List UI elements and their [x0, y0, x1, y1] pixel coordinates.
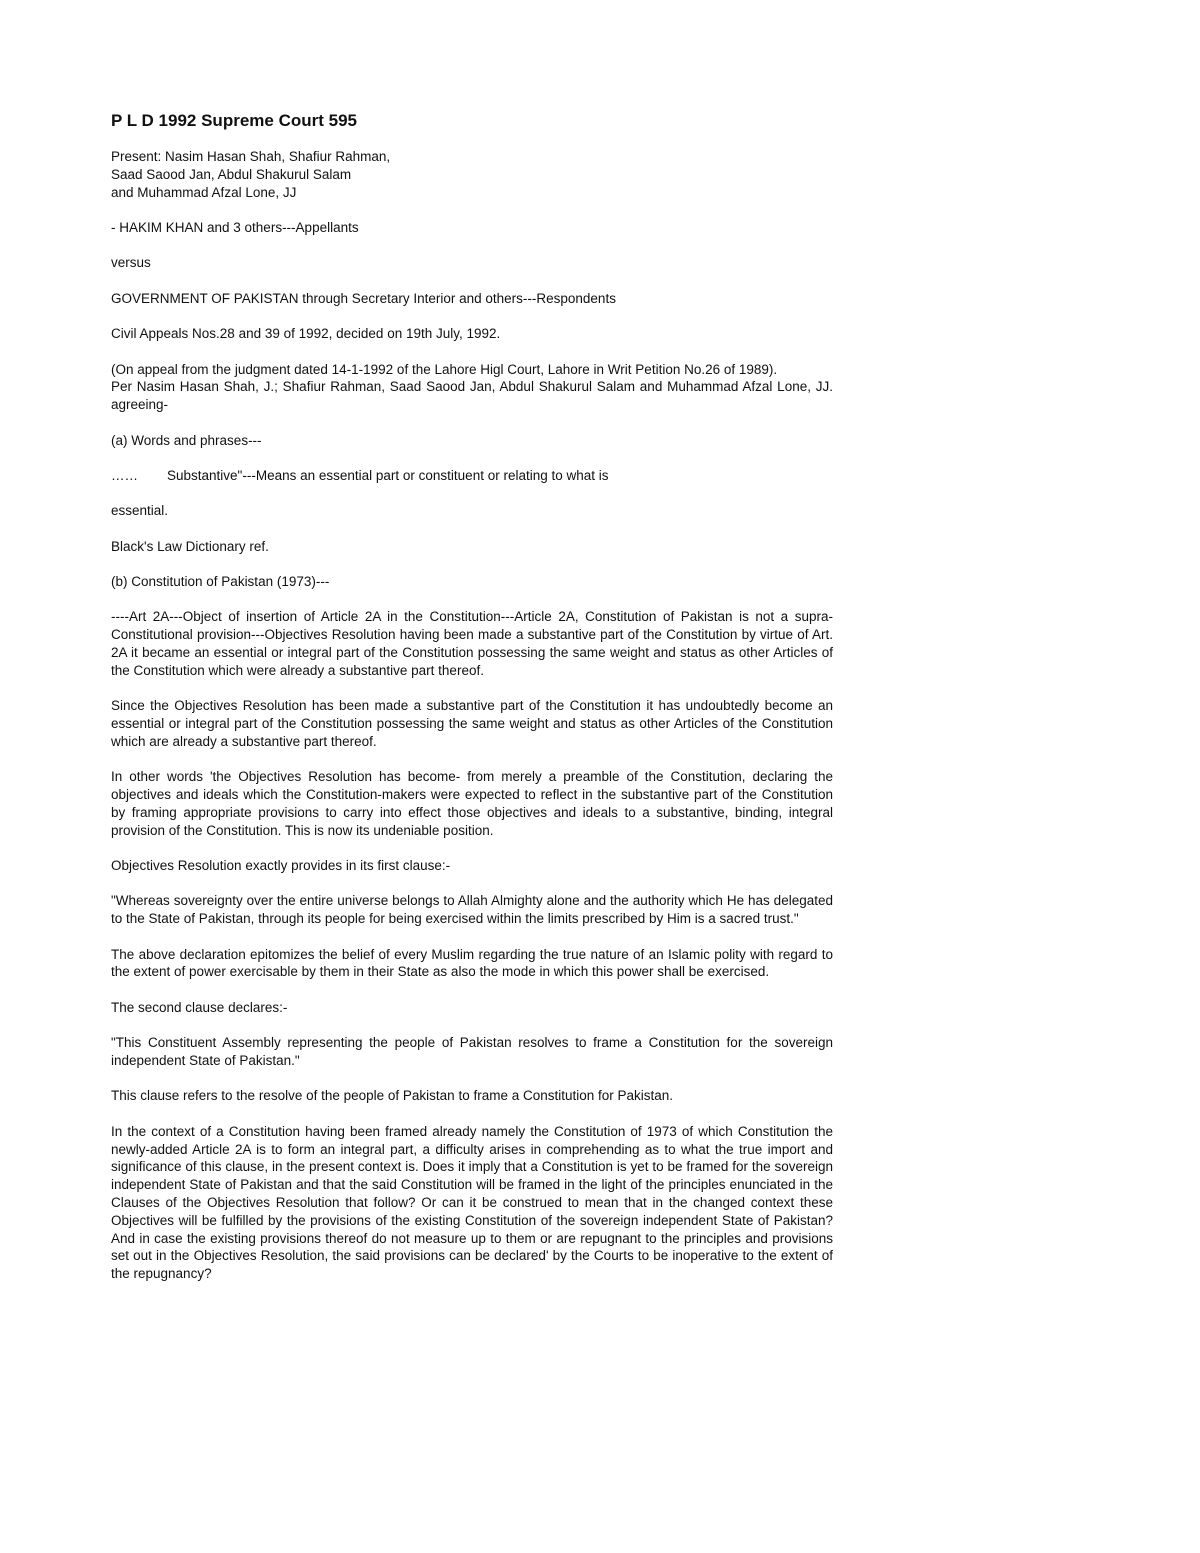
paragraph: This clause refers to the resolve of the people of Pakistan to frame a Constitution for Pakistan. — [111, 1088, 674, 1104]
bench-line: Saad Saood Jan, Abdul Shakurul Salam — [111, 166, 352, 182]
reference-line: Black's Law Dictionary ref. — [111, 538, 269, 554]
heading-words-and-phrases: (a) Words and phrases--- — [111, 432, 262, 448]
definition-leader: …… — [111, 467, 138, 483]
appeal-from: (On appeal from the judgment dated 14-1-1992 of the Lahore Higl Court, Lahore in Writ Petition No.26 of 1989). — [111, 361, 778, 377]
bench-line: Present: Nasim Hasan Shah, Shafiur Rahman, — [111, 149, 391, 164]
bench-list — [111, 148, 833, 201]
paragraph: "Whereas sovereignty over the entire universe belongs to Allah Almighty alone and the authority which He has delegated to the State of Pakistan, through its people for being exercised within the limits prescribed by Him is a sacred trust." — [111, 893, 833, 927]
respondents-line: GOVERNMENT OF PAKISTAN through Secretary Interior and others---Respondents — [111, 290, 616, 306]
definition-text: Substantive"---Means an essential part or constituent or relating to what is — [167, 467, 609, 483]
case-number: Civil Appeals Nos.28 and 39 of 1992, decided on 19th July, 1992. — [111, 326, 501, 342]
paragraph: ----Art 2A---Object of insertion of Article 2A in the Constitution---Article 2A, Constitution of Pakistan is not a supra-Constitutional provision---Objectives Resolution having been made a substantive part of the Constitution by virtue of Art. 2A it became an essential or integral part of the Constitution possessing the same weight and status as other Articles of the Constitution which were already a substantive part thereof. — [111, 609, 833, 678]
versus-line: versus — [111, 255, 151, 271]
definition-line — [111, 467, 833, 485]
citation-title: P L D 1992 Supreme Court 595 — [111, 111, 357, 130]
bench-line: and Muhammad Afzal Lone, JJ — [111, 184, 297, 200]
paragraph: Objectives Resolution exactly provides in its first clause:- — [111, 858, 451, 874]
document-page — [111, 110, 833, 1301]
per-judges: Per Nasim Hasan Shah, J.; Shafiur Rahman, Saad Saood Jan, Abdul Shakurul Salam and Muhammad Afzal Lone, JJ. agreeing- — [111, 379, 833, 413]
paragraph: "This Constituent Assembly representing the people of Pakistan resolves to frame a Constitution for the sovereign independent State of Pakistan." — [111, 1035, 833, 1068]
paragraph: The above declaration epitomizes the belief of every Muslim regarding the true nature of an Islamic polity with regard to the extent of power exercisable by them in their State as also the mode in which this power shall be exercised. — [111, 946, 833, 980]
paragraph: In the context of a Constitution having been framed already namely the Constitution of 1973 of which Constitution the newly-added Article 2A is to form an integral part, a difficulty arises in comprehending as to what the true import and significance of this clause, in the present context is. Does it imply that a Constitution is yet to be framed for the sovereign independent State of Pakistan and that the said Constitution will be framed in the light of the principles enunciated in the Clauses of the Objectives Resolution that follow? Or can it be construed to mean that in the changed context these Objectives will be fulfilled by the provisions of the existing Constitution of the sovereign independent State of Pakistan? And in case the existing provisions thereof do not measure up to them or are repugnant to the principles and provisions set out in the Objectives Resolution, the said provisions can be declared' by the Courts to be inoperative to the extent of the repugnancy? — [111, 1123, 833, 1282]
paragraph: In other words 'the Objectives Resolution has become- from merely a preamble of the Constitution, declaring the objectives and ideals which the Constitution-makers were expected to reflect in the substantive part of the Constitution by framing appropriate provisions to carry into effect those objectives and ideals to a substantive, binding, integral provision of the Constitution. This is now its undeniable position. — [111, 769, 833, 838]
definition-continuation: essential. — [111, 503, 169, 519]
appellants-line: - HAKIM KHAN and 3 others---Appellants — [111, 219, 359, 235]
paragraph: The second clause declares:- — [111, 999, 288, 1015]
paragraph: Since the Objectives Resolution has been made a substantive part of the Constitution it has undoubtedly become an essential or integral part of the Constitution possessing the same weight and status as other Articles of the Constitution which are already a substantive part thereof. — [111, 698, 833, 749]
heading-constitution: (b) Constitution of Pakistan (1973)--- — [111, 574, 330, 590]
